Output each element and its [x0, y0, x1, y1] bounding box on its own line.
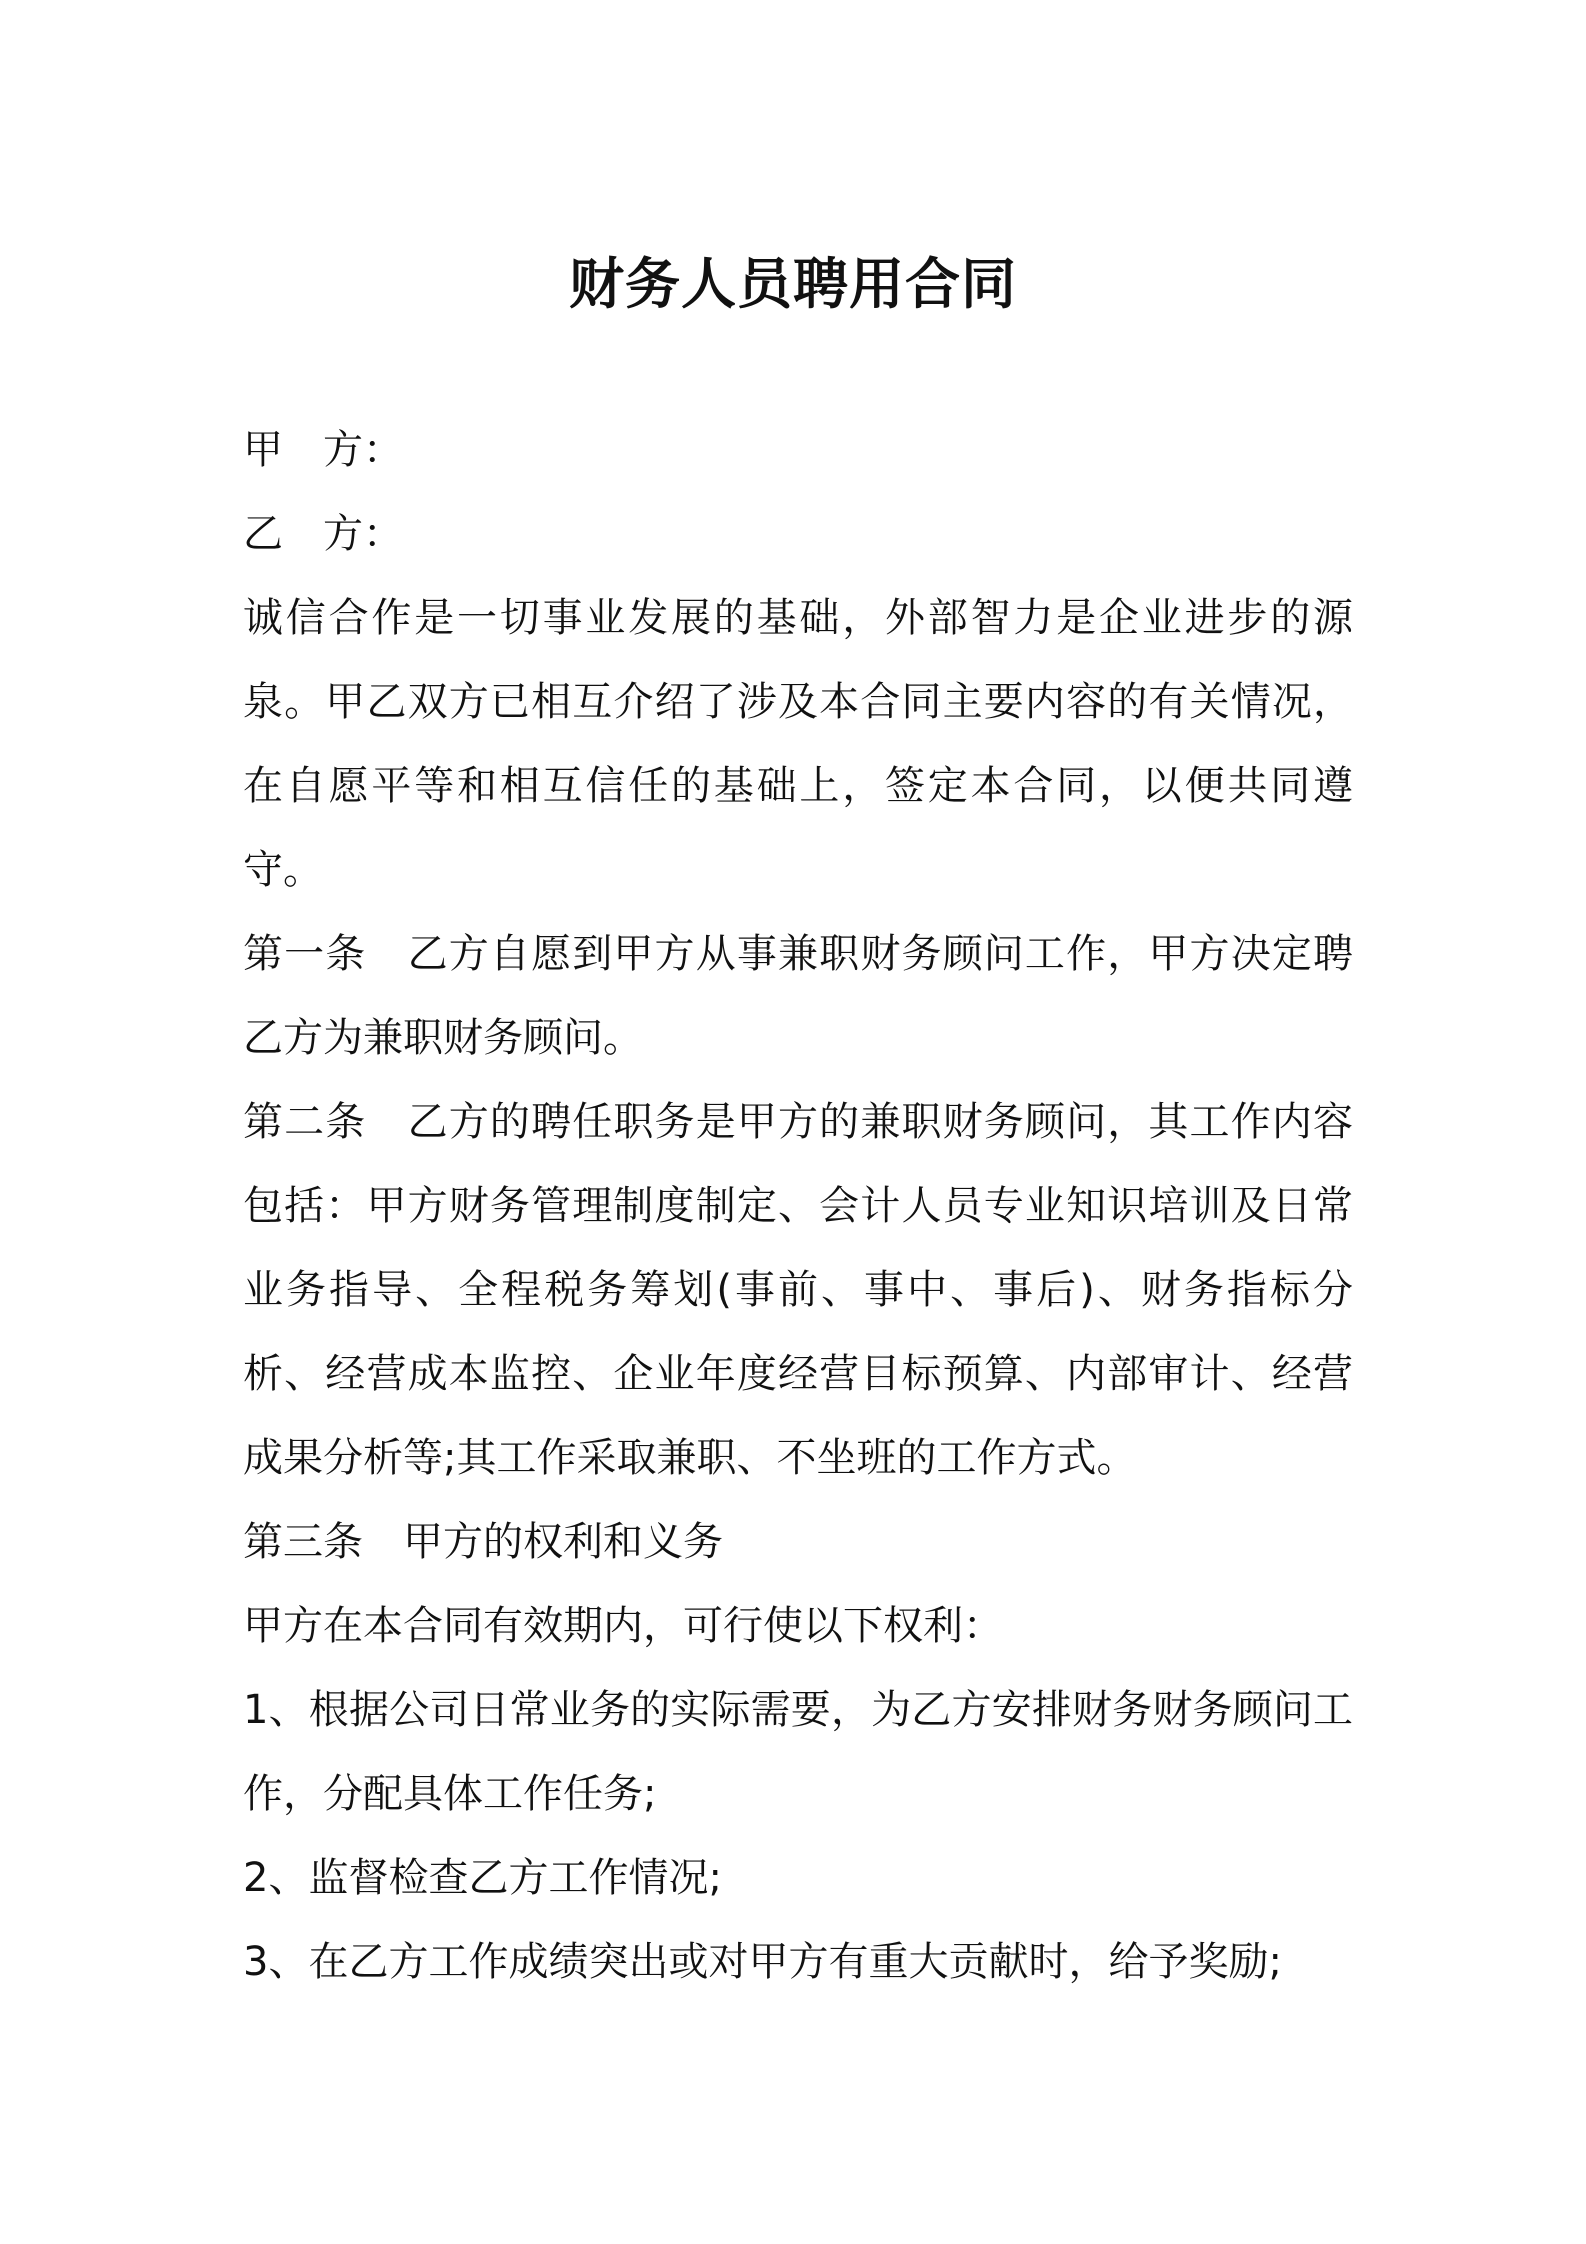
party-b-char2: 方： — [323, 511, 403, 557]
article-2 — [243, 1080, 1353, 1500]
article-3-head: 第三条 — [243, 1519, 363, 1565]
party-b-line — [243, 492, 1353, 576]
party-b-char1: 乙 — [243, 511, 283, 557]
article-1-text: 乙方自愿到甲方从事兼职财务顾问工作，甲方决定聘乙方为兼职财务顾问。 — [243, 931, 1354, 1061]
article-3 — [243, 1500, 1353, 1584]
article-1-head: 第一条 — [243, 931, 367, 977]
document-title: 财务人员聘用合同 — [568, 252, 1017, 316]
party-a-char2: 方： — [323, 427, 403, 473]
document-body — [243, 408, 1353, 2004]
right-item-3: 3、在乙方工作成绩突出或对甲方有重大贡献时，给予奖励; — [243, 1939, 1282, 1985]
party-a-char1: 甲 — [243, 427, 283, 473]
right-item-1: 1、根据公司日常业务的实际需要，为乙方安排财务财务顾问工作，分配具体工作任务; — [243, 1687, 1353, 1817]
right-item-2: 2、监督检查乙方工作情况; — [243, 1855, 722, 1901]
article-2-head: 第二条 — [243, 1099, 367, 1145]
preamble-paragraph: 诚信合作是一切事业发展的基础，外部智力是企业进步的源泉。甲乙双方已相互介绍了涉及本合同主要内容的有关情况，在自愿平等和相互信任的基础上，签定本合同，以便共同遵守。 — [243, 595, 1353, 893]
party-a-line — [243, 408, 1353, 492]
article-3-text: 甲方的权利和义务 — [403, 1519, 723, 1565]
rights-intro: 甲方在本合同有效期内，可行使以下权利： — [243, 1603, 1003, 1649]
article-1 — [243, 912, 1353, 1080]
article-2-text: 乙方的聘任职务是甲方的兼职财务顾问，其工作内容包括：甲方财务管理制度制定、会计人员专业知识培训及日常业务指导、全程税务筹划(事前、事中、事后)、财务指标分析、经营成本监控、企业年度经营目标预算、内部审计、经营成果分析等;其工作采取兼职、不坐班的工作方式。 — [243, 1099, 1354, 1481]
